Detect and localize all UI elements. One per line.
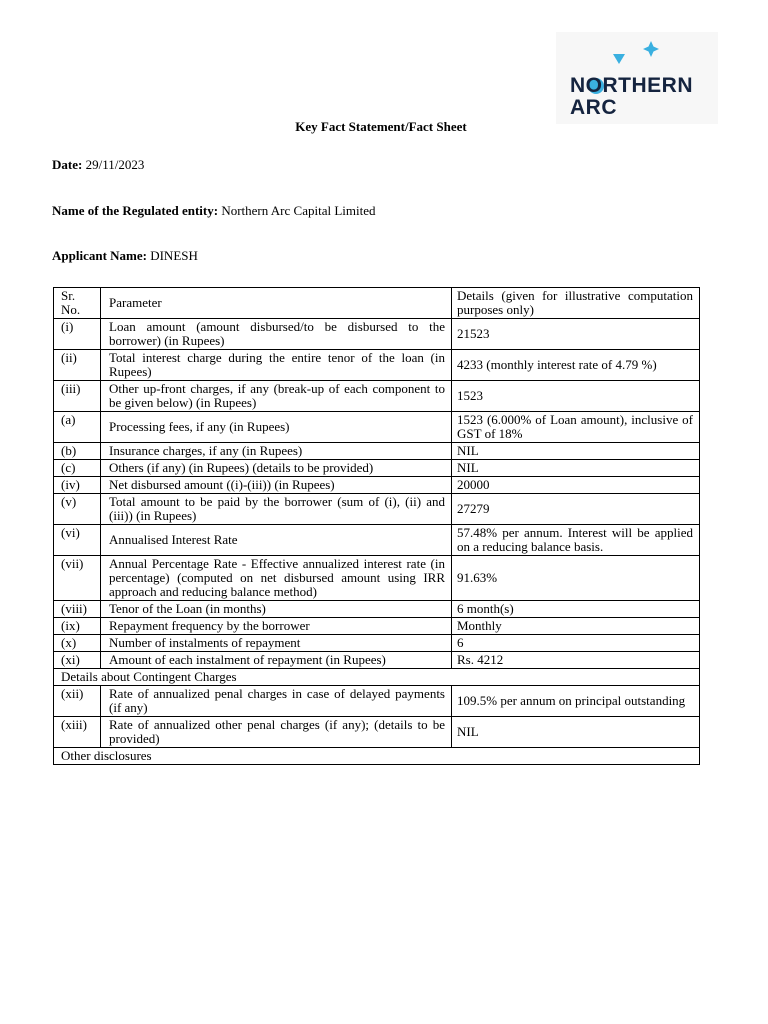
- table-row: [54, 319, 700, 350]
- row-sr: (ii): [54, 350, 101, 381]
- logo-line-2: ARC: [570, 96, 617, 119]
- row-sr: (x): [54, 635, 101, 652]
- row-details: NIL: [452, 443, 700, 460]
- row-parameter: Annualised Interest Rate: [101, 525, 452, 556]
- row-details: 57.48% per annum. Interest will be applied on a reducing balance basis.: [452, 525, 700, 556]
- applicant-value: DINESH: [150, 248, 198, 263]
- row-sr: (xii): [54, 686, 101, 717]
- applicant-field: [52, 248, 198, 264]
- header-sr: Sr. No.: [54, 288, 101, 319]
- row-parameter: Total interest charge during the entire tenor of the loan (in Rupees): [101, 350, 452, 381]
- date-field: [52, 157, 144, 173]
- table-row: [54, 717, 700, 748]
- row-parameter: Number of instalments of repayment: [101, 635, 452, 652]
- row-parameter: Insurance charges, if any (in Rupees): [101, 443, 452, 460]
- row-details: NIL: [452, 460, 700, 477]
- northern-arc-logo: [556, 32, 718, 124]
- table-row: [54, 412, 700, 443]
- entity-label: Name of the Regulated entity:: [52, 203, 219, 218]
- row-sr: (v): [54, 494, 101, 525]
- row-sr: (vi): [54, 525, 101, 556]
- row-parameter: Tenor of the Loan (in months): [101, 601, 452, 618]
- entity-field: [52, 203, 375, 219]
- row-sr: (iv): [54, 477, 101, 494]
- row-details: 6: [452, 635, 700, 652]
- other-disclosures-heading: Other disclosures: [54, 748, 700, 765]
- date-value: 29/11/2023: [85, 157, 145, 172]
- table-row: [54, 443, 700, 460]
- table-row: [54, 477, 700, 494]
- row-sr: (ix): [54, 618, 101, 635]
- table-header-row: [54, 288, 700, 319]
- row-details: 21523: [452, 319, 700, 350]
- header-details: Details (given for illustrative computation purposes only): [452, 288, 700, 319]
- row-sr: (xiii): [54, 717, 101, 748]
- table-row: [54, 460, 700, 477]
- row-parameter: Amount of each instalment of repayment (in Rupees): [101, 652, 452, 669]
- table-row: [54, 652, 700, 669]
- logo-line-1: NORTHERN: [570, 74, 693, 97]
- row-parameter: Processing fees, if any (in Rupees): [101, 412, 452, 443]
- other-disclosures-row: [54, 748, 700, 765]
- table-row: [54, 686, 700, 717]
- table-row: [54, 350, 700, 381]
- row-sr: (i): [54, 319, 101, 350]
- table-row: [54, 556, 700, 601]
- row-parameter: Total amount to be paid by the borrower (sum of (i), (ii) and (iii)) (in Rupees): [101, 494, 452, 525]
- contingent-heading: Details about Contingent Charges: [54, 669, 700, 686]
- row-sr: (vii): [54, 556, 101, 601]
- row-sr: (viii): [54, 601, 101, 618]
- table-row: [54, 494, 700, 525]
- key-fact-table: [53, 287, 700, 765]
- entity-value: Northern Arc Capital Limited: [221, 203, 376, 218]
- date-label: Date:: [52, 157, 83, 172]
- table-row: [54, 381, 700, 412]
- row-details: 91.63%: [452, 556, 700, 601]
- row-details: 4233 (monthly interest rate of 4.79 %): [452, 350, 700, 381]
- row-parameter: Rate of annualized penal charges in case of delayed payments (if any): [101, 686, 452, 717]
- table-row: [54, 635, 700, 652]
- table-row: [54, 618, 700, 635]
- row-details: 20000: [452, 477, 700, 494]
- row-parameter: Others (if any) (in Rupees) (details to be provided): [101, 460, 452, 477]
- row-sr: (a): [54, 412, 101, 443]
- table-row: [54, 525, 700, 556]
- row-sr: (iii): [54, 381, 101, 412]
- row-parameter: Repayment frequency by the borrower: [101, 618, 452, 635]
- row-parameter: Loan amount (amount disbursed/to be disbursed to the borrower) (in Rupees): [101, 319, 452, 350]
- applicant-label: Applicant Name:: [52, 248, 147, 263]
- row-details: NIL: [452, 717, 700, 748]
- row-details: 109.5% per annum on principal outstanding: [452, 686, 700, 717]
- row-details: 1523 (6.000% of Loan amount), inclusive of GST of 18%: [452, 412, 700, 443]
- row-details: Rs. 4212: [452, 652, 700, 669]
- row-sr: (c): [54, 460, 101, 477]
- page-title: Key Fact Statement/Fact Sheet: [295, 119, 467, 134]
- table-row: [54, 601, 700, 618]
- contingent-heading-row: [54, 669, 700, 686]
- row-details: 1523: [452, 381, 700, 412]
- header-parameter: Parameter: [101, 288, 452, 319]
- row-details: 27279: [452, 494, 700, 525]
- row-details: 6 month(s): [452, 601, 700, 618]
- row-parameter: Rate of annualized other penal charges (if any); (details to be provided): [101, 717, 452, 748]
- row-parameter: Other up-front charges, if any (break-up of each component to be given below) (in Rupees): [101, 381, 452, 412]
- row-parameter: Net disbursed amount ((i)-(iii)) (in Rupees): [101, 477, 452, 494]
- row-sr: (b): [54, 443, 101, 460]
- row-details: Monthly: [452, 618, 700, 635]
- row-parameter: Annual Percentage Rate - Effective annualized interest rate (in percentage) (computed on net disbursed amount using IRR approach and reducing balance method): [101, 556, 452, 601]
- row-sr: (xi): [54, 652, 101, 669]
